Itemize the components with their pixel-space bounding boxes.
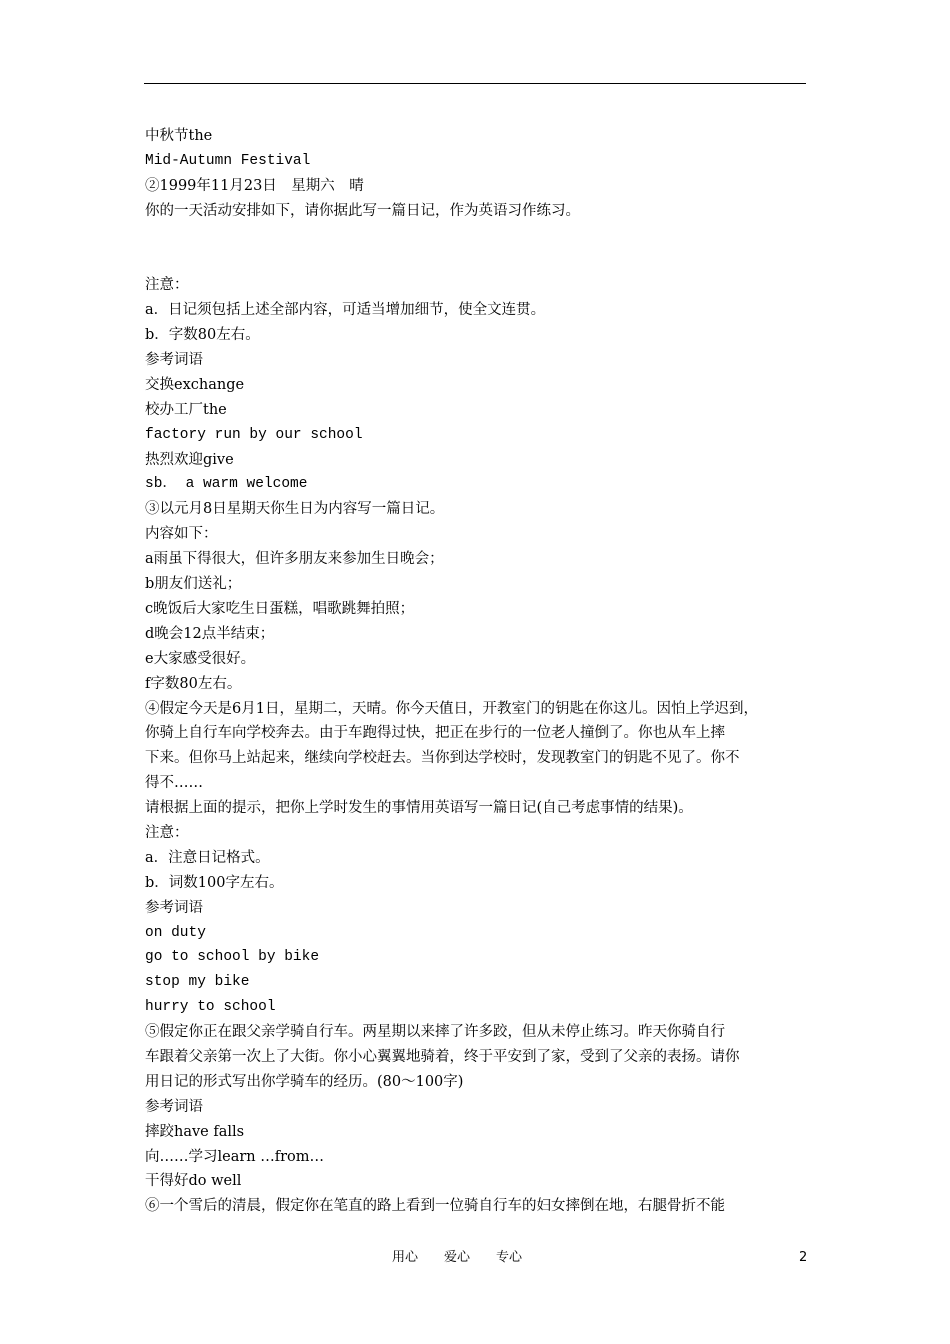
text-line: 参考词语 [145, 899, 203, 916]
text-line: on duty [145, 924, 206, 941]
text-line: 中秋节the [145, 128, 213, 144]
text-line: b．字数80左右。 [145, 327, 260, 344]
text-line: 得不…… [145, 775, 203, 792]
text-line: 用日记的形式写出你学骑车的经历。(80～100字) [145, 1073, 464, 1090]
text-line: 你骑上自行车向学校奔去。由于车跑得过快，把正在步行的一位老人撞倒了。你也从车上摔 [145, 725, 725, 742]
text-line: hurry to school [145, 999, 276, 1016]
text-line: 注意： [145, 824, 189, 841]
text-line: 交换exchange [145, 376, 245, 393]
text-line: a雨虽下得很大，但许多朋友来参加生日晚会； [145, 551, 444, 568]
text-line: 向……学习learn …from… [145, 1148, 325, 1165]
text-line: ②1999年11月23日 星期六 晴 [145, 177, 364, 194]
text-line: 参考词语 [145, 352, 203, 369]
text-line: d晚会12点半结束； [145, 625, 275, 642]
footer-motto: 用心 爱心 专心 [392, 1250, 523, 1265]
text-line: e大家感受很好。 [145, 650, 256, 667]
text-line: sb． a warm welcome [145, 476, 308, 493]
text-line: f字数80左右。 [145, 675, 242, 692]
document-body [145, 124, 810, 1219]
text-line: 内容如下： [145, 526, 218, 543]
page-footer [0, 1247, 950, 1269]
text-line: 干得好do well [145, 1173, 242, 1190]
text-line: Mid-Autumn Festival [145, 152, 311, 169]
text-line: 下来。但你马上站起来，继续向学校赶去。当你到达学校时，发现教室门的钥匙不见了。你不 [145, 750, 740, 767]
text-line: b朋友们送礼； [145, 576, 242, 593]
blank-gap [145, 224, 810, 274]
text-line: ⑥一个雪后的清晨，假定你在笔直的路上看到一位骑自行车的妇女摔倒在地，右腿骨折不能 [145, 1198, 725, 1215]
text-line: a．日记须包括上述全部内容，可适当增加细节，使全文连贯。 [145, 302, 546, 319]
text-line: a．注意日记格式。 [145, 849, 270, 866]
text-line: ④假定今天是6月1日，星期二，天晴。你今天值日，开教室门的钥匙在你这儿。因怕上学迟到， [145, 700, 758, 717]
text-line: factory run by our school [145, 426, 363, 443]
text-line: stop my bike [145, 974, 250, 991]
text-line: 校办工厂the [145, 401, 227, 418]
text-line: ③以元月8日星期天你生日为内容写一篇日记。 [145, 501, 445, 518]
text-line: c晚饭后大家吃生日蛋糕，唱歌跳舞拍照； [145, 600, 415, 617]
text-line: 你的一天活动安排如下，请你据此写一篇日记，作为英语习作练习。 [145, 202, 580, 219]
text-line: go to school by bike [145, 949, 320, 966]
text-line: 参考词语 [145, 1098, 203, 1115]
text-line: b．词数100字左右。 [145, 874, 284, 891]
text-line: 摔跤have falls [145, 1123, 245, 1140]
page-number: 2 [799, 1250, 808, 1265]
text-line: ⑤假定你正在跟父亲学骑自行车。两星期以来摔了许多跤，但从未停止练习。昨天你骑自行 [145, 1024, 725, 1041]
text-line: 注意： [145, 277, 189, 294]
text-line: 热烈欢迎give [145, 451, 234, 468]
text-line: 车跟着父亲第一次上了大街。你小心翼翼地骑着，终于平安到了家，受到了父亲的表扬。请你 [145, 1048, 740, 1065]
text-line: 请根据上面的提示，把你上学时发生的事情用英语写一篇日记(自己考虑事情的结果)。 [145, 800, 693, 817]
header-rule [144, 83, 806, 84]
